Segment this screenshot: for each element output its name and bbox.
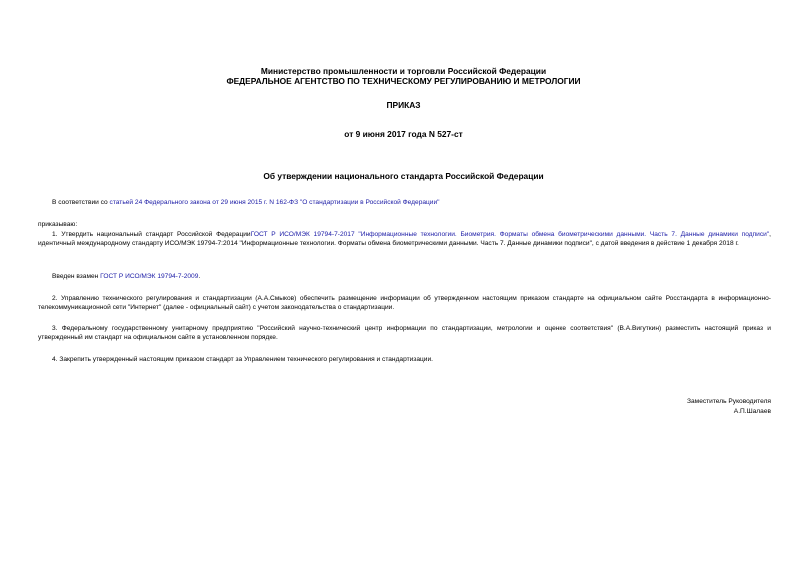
signatory-position: Заместитель Руководителя <box>687 398 771 405</box>
ministry-name: Министерство промышленности и торговли Российской Федерации <box>260 66 547 76</box>
law-article-link[interactable]: статьей 24 Федерального закона от 29 июня 2015 г. N 162-ФЗ "О стандартизации в Российской Федерации" <box>109 199 440 206</box>
orders-word: приказываю: <box>38 221 78 228</box>
intro-prefix: В соответствии со <box>52 199 110 206</box>
replace-suffix: . <box>198 273 201 280</box>
paragraph-item-4: 4. Закрепить утвержденный настоящим приказом стандарт за Управлением технического регулирования и стандартизации. <box>52 356 433 363</box>
paragraph-replace <box>38 273 771 282</box>
item1-prefix: 1. Утвердить национальный стандарт Российской Федерации <box>52 231 251 238</box>
paragraph-item-2: 2. Управлению технического регулирования и стандартизации (А.А.Смыков) обеспечить размещение информации об утвержденном настоящим приказом стандарте на официальном сайте Росстандарта в информационно-телекоммуникационной сети "Интернет" (далее - официальный сайт) с учетом законодательства о стандартизации. <box>38 295 771 311</box>
signature-block <box>687 397 771 417</box>
replaced-standard-link[interactable]: ГОСТ Р ИСО/МЭК 19794-7-2009 <box>100 273 199 280</box>
paragraph-item-1 <box>38 231 771 248</box>
agency-name: ФЕДЕРАЛЬНОЕ АГЕНТСТВО ПО ТЕХНИЧЕСКОМУ РЕГУЛИРОВАНИЮ И МЕТРОЛОГИИ <box>226 76 581 86</box>
document-header <box>0 66 807 86</box>
replace-prefix: Введен взамен <box>52 273 101 280</box>
signatory-name: А.П.Шалаев <box>733 408 771 415</box>
document-date-number: от 9 июня 2017 года N 527-ст <box>344 129 463 139</box>
document-type: ПРИКАЗ <box>386 100 421 110</box>
paragraph-item-3: 3. Федеральному государственному унитарному предприятию "Российский научно-технический центр информации по стандартизации, метрологии и оценке соответствия" (В.А.Вигуткин) разместить настоящий приказ и утвержденный им стандарт на официальном сайте в установленном порядке. <box>38 325 771 341</box>
standard-link[interactable]: ГОСТ Р ИСО/МЭК 19794-7-2017 "Информационные технологии. Биометрия. Форматы обмена биометрическими данными. Часть 7. Данные динамики подписи" <box>250 231 770 238</box>
paragraph-intro <box>38 199 771 208</box>
document-subject: Об утверждении национального стандарта Российской Федерации <box>263 171 544 181</box>
item1-suffix: , идентичный международному стандарту ИСО/МЭК 19794-7:2014 "Информационные технологии. Форматы обмена биометрическими данными. Часть 7. Данные динамики подписи", с датой введения в действие 1 декабря 2018 г. <box>38 231 771 247</box>
